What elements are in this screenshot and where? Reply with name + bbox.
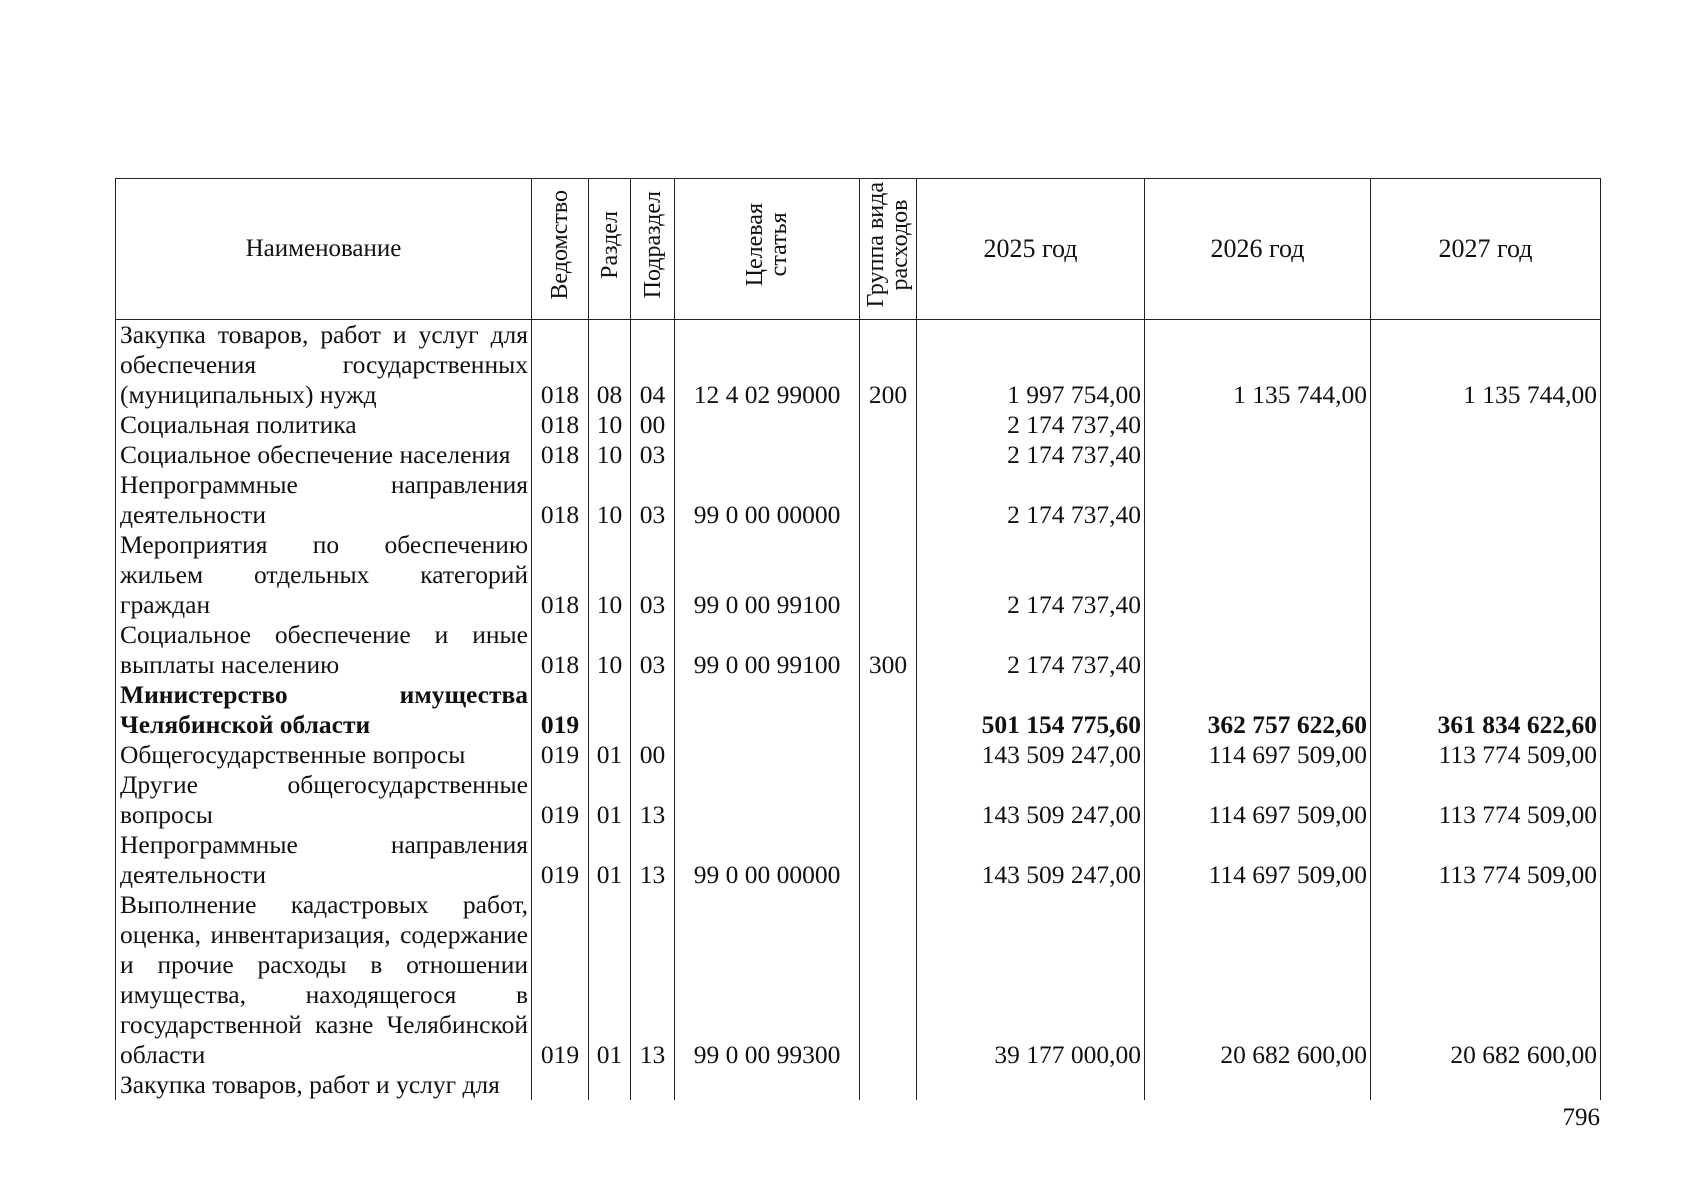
row-vedomstvo: 018 [532, 410, 589, 440]
row-podrazdel [631, 680, 675, 740]
row-group: 300 [860, 620, 917, 680]
row-vedomstvo: 018 [532, 620, 589, 680]
row-podrazdel: 13 [631, 770, 675, 830]
row-podrazdel: 03 [631, 440, 675, 470]
row-2026: 114 697 509,00 [1145, 740, 1371, 770]
row-vedomstvo: 018 [532, 320, 589, 411]
row-group [860, 680, 917, 740]
header-razdel-label: Раздел [596, 211, 623, 279]
header-2027-label: 2027 год [1438, 234, 1533, 263]
table-body [116, 320, 1601, 1101]
row-2025: 501 154 775,60 [917, 680, 1145, 740]
row-razdel: 01 [589, 770, 631, 830]
row-2026 [1145, 530, 1371, 620]
header-2027 [1371, 179, 1601, 320]
table-header [116, 179, 1601, 320]
row-target [675, 680, 860, 740]
row-name: Закупка товаров, работ и услуг для обеспечения государственных (муниципальных) нужд [116, 320, 532, 411]
row-2026: 114 697 509,00 [1145, 770, 1371, 830]
row-vedomstvo: 018 [532, 440, 589, 470]
row-name: Министерство имущества Челябинской области [116, 680, 532, 740]
row-name: Непрограммные направления деятельности [116, 830, 532, 890]
row-vedomstvo: 019 [532, 890, 589, 1070]
row-target: 99 0 00 00000 [675, 830, 860, 890]
row-target: 12 4 02 99000 [675, 320, 860, 411]
row-2027: 361 834 622,60 [1371, 680, 1601, 740]
row-target [675, 740, 860, 770]
row-group [860, 410, 917, 440]
row-razdel: 10 [589, 620, 631, 680]
header-group-line1: Группа вида [863, 182, 889, 308]
row-podrazdel: 03 [631, 470, 675, 530]
header-2025-label: 2025 год [983, 234, 1078, 263]
table-row [116, 830, 1601, 890]
row-vedomstvo: 019 [532, 830, 589, 890]
row-razdel: 10 [589, 410, 631, 440]
row-target: 99 0 00 99100 [675, 620, 860, 680]
table-row [116, 770, 1601, 830]
row-vedomstvo: 019 [532, 770, 589, 830]
row-2026: 1 135 744,00 [1145, 320, 1371, 411]
table-row [116, 680, 1601, 740]
table-row [116, 320, 1601, 411]
table-row [116, 530, 1601, 620]
row-target [675, 770, 860, 830]
row-name: Закупка товаров, работ и услуг для [116, 1070, 532, 1100]
row-razdel [589, 1070, 631, 1100]
row-group [860, 440, 917, 470]
header-2026 [1145, 179, 1371, 320]
table-row [116, 470, 1601, 530]
row-vedomstvo [532, 1070, 589, 1100]
row-2026: 114 697 509,00 [1145, 830, 1371, 890]
row-name: Социальное обеспечение и иные выплаты населению [116, 620, 532, 680]
row-podrazdel [631, 1070, 675, 1100]
row-2027 [1371, 1070, 1601, 1100]
header-name-label: Наименование [245, 235, 402, 262]
row-2025 [917, 1070, 1145, 1100]
header-target-line1: Целевая [742, 203, 768, 287]
row-2027 [1371, 620, 1601, 680]
row-razdel [589, 680, 631, 740]
row-target: 99 0 00 00000 [675, 470, 860, 530]
row-2026: 20 682 600,00 [1145, 890, 1371, 1070]
row-group [860, 890, 917, 1070]
row-target: 99 0 00 99100 [675, 530, 860, 620]
row-name: Общегосударственные вопросы [116, 740, 532, 770]
row-vedomstvo: 019 [532, 740, 589, 770]
row-podrazdel: 03 [631, 620, 675, 680]
row-2025: 1 997 754,00 [917, 320, 1145, 411]
row-2027: 1 135 744,00 [1371, 320, 1601, 411]
header-podrazdel [631, 179, 675, 320]
header-target-label [743, 203, 791, 286]
row-2025: 143 509 247,00 [917, 740, 1145, 770]
row-2026 [1145, 410, 1371, 440]
row-target: 99 0 00 99300 [675, 890, 860, 1070]
row-vedomstvo: 019 [532, 680, 589, 740]
row-target [675, 440, 860, 470]
row-2027 [1371, 470, 1601, 530]
table-row [116, 890, 1601, 1070]
row-2025: 143 509 247,00 [917, 770, 1145, 830]
table-row [116, 440, 1601, 470]
header-2026-label: 2026 год [1210, 234, 1305, 263]
header-group-label [864, 182, 912, 307]
row-name: Социальное обеспечение населения [116, 440, 532, 470]
row-group: 200 [860, 320, 917, 411]
row-2026: 362 757 622,60 [1145, 680, 1371, 740]
row-razdel: 01 [589, 740, 631, 770]
header-group-line2: расходов [887, 199, 913, 291]
row-2027: 113 774 509,00 [1371, 740, 1601, 770]
page-number: 796 [1562, 1104, 1600, 1131]
row-razdel: 10 [589, 470, 631, 530]
row-2026 [1145, 440, 1371, 470]
row-2025: 2 174 737,40 [917, 440, 1145, 470]
row-2027: 20 682 600,00 [1371, 890, 1601, 1070]
row-group [860, 470, 917, 530]
row-2025: 2 174 737,40 [917, 410, 1145, 440]
row-group [860, 830, 917, 890]
table-row [116, 1070, 1601, 1100]
header-group [860, 179, 917, 320]
row-2027: 113 774 509,00 [1371, 830, 1601, 890]
row-razdel: 10 [589, 530, 631, 620]
row-podrazdel: 13 [631, 890, 675, 1070]
row-podrazdel: 04 [631, 320, 675, 411]
row-group [860, 740, 917, 770]
row-2026 [1145, 470, 1371, 530]
header-2025 [917, 179, 1145, 320]
row-group [860, 530, 917, 620]
row-razdel: 01 [589, 890, 631, 1070]
row-razdel: 10 [589, 440, 631, 470]
row-vedomstvo: 018 [532, 530, 589, 620]
row-vedomstvo: 018 [532, 470, 589, 530]
row-2027 [1371, 440, 1601, 470]
row-2025: 39 177 000,00 [917, 890, 1145, 1070]
row-2025: 2 174 737,40 [917, 620, 1145, 680]
row-group [860, 770, 917, 830]
row-name: Непрограммные направления деятельности [116, 470, 532, 530]
row-podrazdel: 13 [631, 830, 675, 890]
row-name: Выполнение кадастровых работ, оценка, инвентаризация, содержание и прочие расходы в отношении имущества, находящегося в государственной казне Челябинской области [116, 890, 532, 1070]
header-name [116, 179, 532, 320]
row-group [860, 1070, 917, 1100]
row-2026 [1145, 620, 1371, 680]
row-2025: 2 174 737,40 [917, 530, 1145, 620]
header-vedomstvo-label: Ведомство [547, 190, 573, 300]
header-target [675, 179, 860, 320]
header-razdel [589, 179, 631, 320]
row-2027: 113 774 509,00 [1371, 770, 1601, 830]
row-razdel: 01 [589, 830, 631, 890]
budget-table [115, 178, 1601, 1100]
table-row [116, 740, 1601, 770]
row-name: Другие общегосударственные вопросы [116, 770, 532, 830]
row-podrazdel: 00 [631, 410, 675, 440]
header-target-line2: статья [766, 213, 792, 277]
row-target [675, 1070, 860, 1100]
header-vedomstvo [532, 179, 589, 320]
row-2026 [1145, 1070, 1371, 1100]
row-podrazdel: 03 [631, 530, 675, 620]
row-name: Мероприятия по обеспечению жильем отдельных категорий граждан [116, 530, 532, 620]
row-target [675, 410, 860, 440]
row-2025: 143 509 247,00 [917, 830, 1145, 890]
row-name: Социальная политика [116, 410, 532, 440]
table-row [116, 410, 1601, 440]
row-2027 [1371, 530, 1601, 620]
header-podrazdel-label: Подраздел [639, 191, 666, 299]
row-2027 [1371, 410, 1601, 440]
row-podrazdel: 00 [631, 740, 675, 770]
row-razdel: 08 [589, 320, 631, 411]
row-2025: 2 174 737,40 [917, 470, 1145, 530]
table-row [116, 620, 1601, 680]
